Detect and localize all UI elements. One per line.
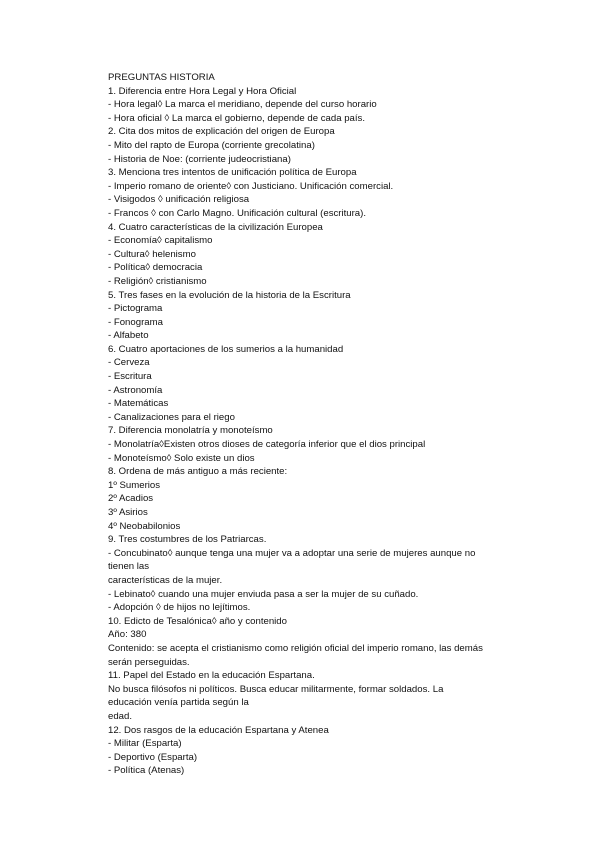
text-line: - Canalizaciones para el riego <box>108 411 235 423</box>
text-line: características de la mujer. <box>108 574 223 586</box>
text-line: 9. Tres costumbres de los Patriarcas. <box>108 534 267 546</box>
text-line: - Mito del rapto de Europa (corriente grecolatina) <box>108 139 315 151</box>
text-line: - Política (Atenas) <box>108 765 185 777</box>
document-page <box>108 71 528 778</box>
text-line: serán perseguidas. <box>108 656 190 668</box>
text-line: 7. Diferencia monolatría y monoteísmo <box>108 425 273 437</box>
text-line: - Alfabeto <box>108 330 149 342</box>
text-line: - Militar (Esparta) <box>108 738 182 750</box>
text-line: No busca filósofos ni políticos. Busca educar militarmente, formar soldados. La <box>108 683 444 695</box>
text-line: 2. Cita dos mitos de explicación del origen de Europa <box>108 126 335 138</box>
text-line: 2º Acadios <box>108 493 154 505</box>
text-line: - Pictograma <box>108 303 163 315</box>
text-line: 6. Cuatro aportaciones de los sumerios a la humanidad <box>108 343 344 355</box>
text-line: 8. Ordena de más antiguo a más reciente: <box>108 466 288 478</box>
text-line: - Política◊ democracia <box>108 262 203 274</box>
text-line: - Imperio romano de oriente◊ con Justiciano. Unificación comercial. <box>108 180 394 192</box>
text-line: - Visigodos ◊ unificación religiosa <box>108 194 250 206</box>
text-line: - Cerveza <box>108 357 150 369</box>
text-line: - Hora oficial ◊ La marca el gobierno, depende de cada país. <box>108 112 365 124</box>
text-line: - Francos ◊ con Carlo Magno. Unificación cultural (escritura). <box>108 207 367 219</box>
text-line: - Concubinato◊ aunque tenga una mujer va a adoptar una serie de mujeres aunque no <box>108 547 476 559</box>
text-line: 12. Dos rasgos de la educación Espartana y Atenea <box>108 724 329 736</box>
text-line: 1º Sumerios <box>108 479 161 491</box>
text-line: - Matemáticas <box>108 398 169 410</box>
text-line: educación venía partida según la <box>108 697 249 709</box>
text-line: - Astronomía <box>108 384 163 396</box>
text-line: 4. Cuatro características de la civilización Europea <box>108 221 323 233</box>
text-line: - Escritura <box>108 371 152 383</box>
text-line: - Adopción ◊ de hijos no lejítimos. <box>108 602 251 614</box>
text-line: edad. <box>108 710 133 722</box>
text-line: - Monolatría◊Existen otros dioses de categoría inferior que el dios principal <box>108 439 426 451</box>
text-line: 5. Tres fases en la evolución de la historia de la Escritura <box>108 289 351 301</box>
text-line: - Religión◊ cristianismo <box>108 275 207 287</box>
text-line: - Historia de Noe: (corriente judeocristiana) <box>108 153 291 165</box>
text-line: Contenido: se acepta el cristianismo como religión oficial del imperio romano, las demás <box>108 642 483 654</box>
text-line: - Monoteísmo◊ Solo existe un dios <box>108 452 255 464</box>
text-line: 1. Diferencia entre Hora Legal y Hora Oficial <box>108 85 297 97</box>
document-body <box>108 85 528 778</box>
text-line: 3º Asirios <box>108 507 148 518</box>
text-line: - Cultura◊ helenismo <box>108 248 196 260</box>
text-line: - Lebinato◊ cuando una mujer enviuda pasa a ser la mujer de su cuñado. <box>108 588 419 600</box>
document-title: PREGUNTAS HISTORIA <box>108 72 215 83</box>
text-line: - Deportivo (Esparta) <box>108 751 198 763</box>
text-line: tienen las <box>108 561 150 573</box>
text-line: 10. Edicto de Tesalónica◊ año y contenido <box>108 615 287 627</box>
text-line: Año: 380 <box>108 629 147 641</box>
text-line: 3. Menciona tres intentos de unificación política de Europa <box>108 167 357 179</box>
text-line: - Fonograma <box>108 316 163 328</box>
text-line: 11. Papel del Estado en la educación Espartana. <box>108 670 315 682</box>
text-line: 4º Neobabilonios <box>108 520 181 532</box>
text-line: - Economía◊ capitalismo <box>108 235 213 247</box>
text-line: - Hora legal◊ La marca el meridiano, depende del curso horario <box>108 99 377 111</box>
